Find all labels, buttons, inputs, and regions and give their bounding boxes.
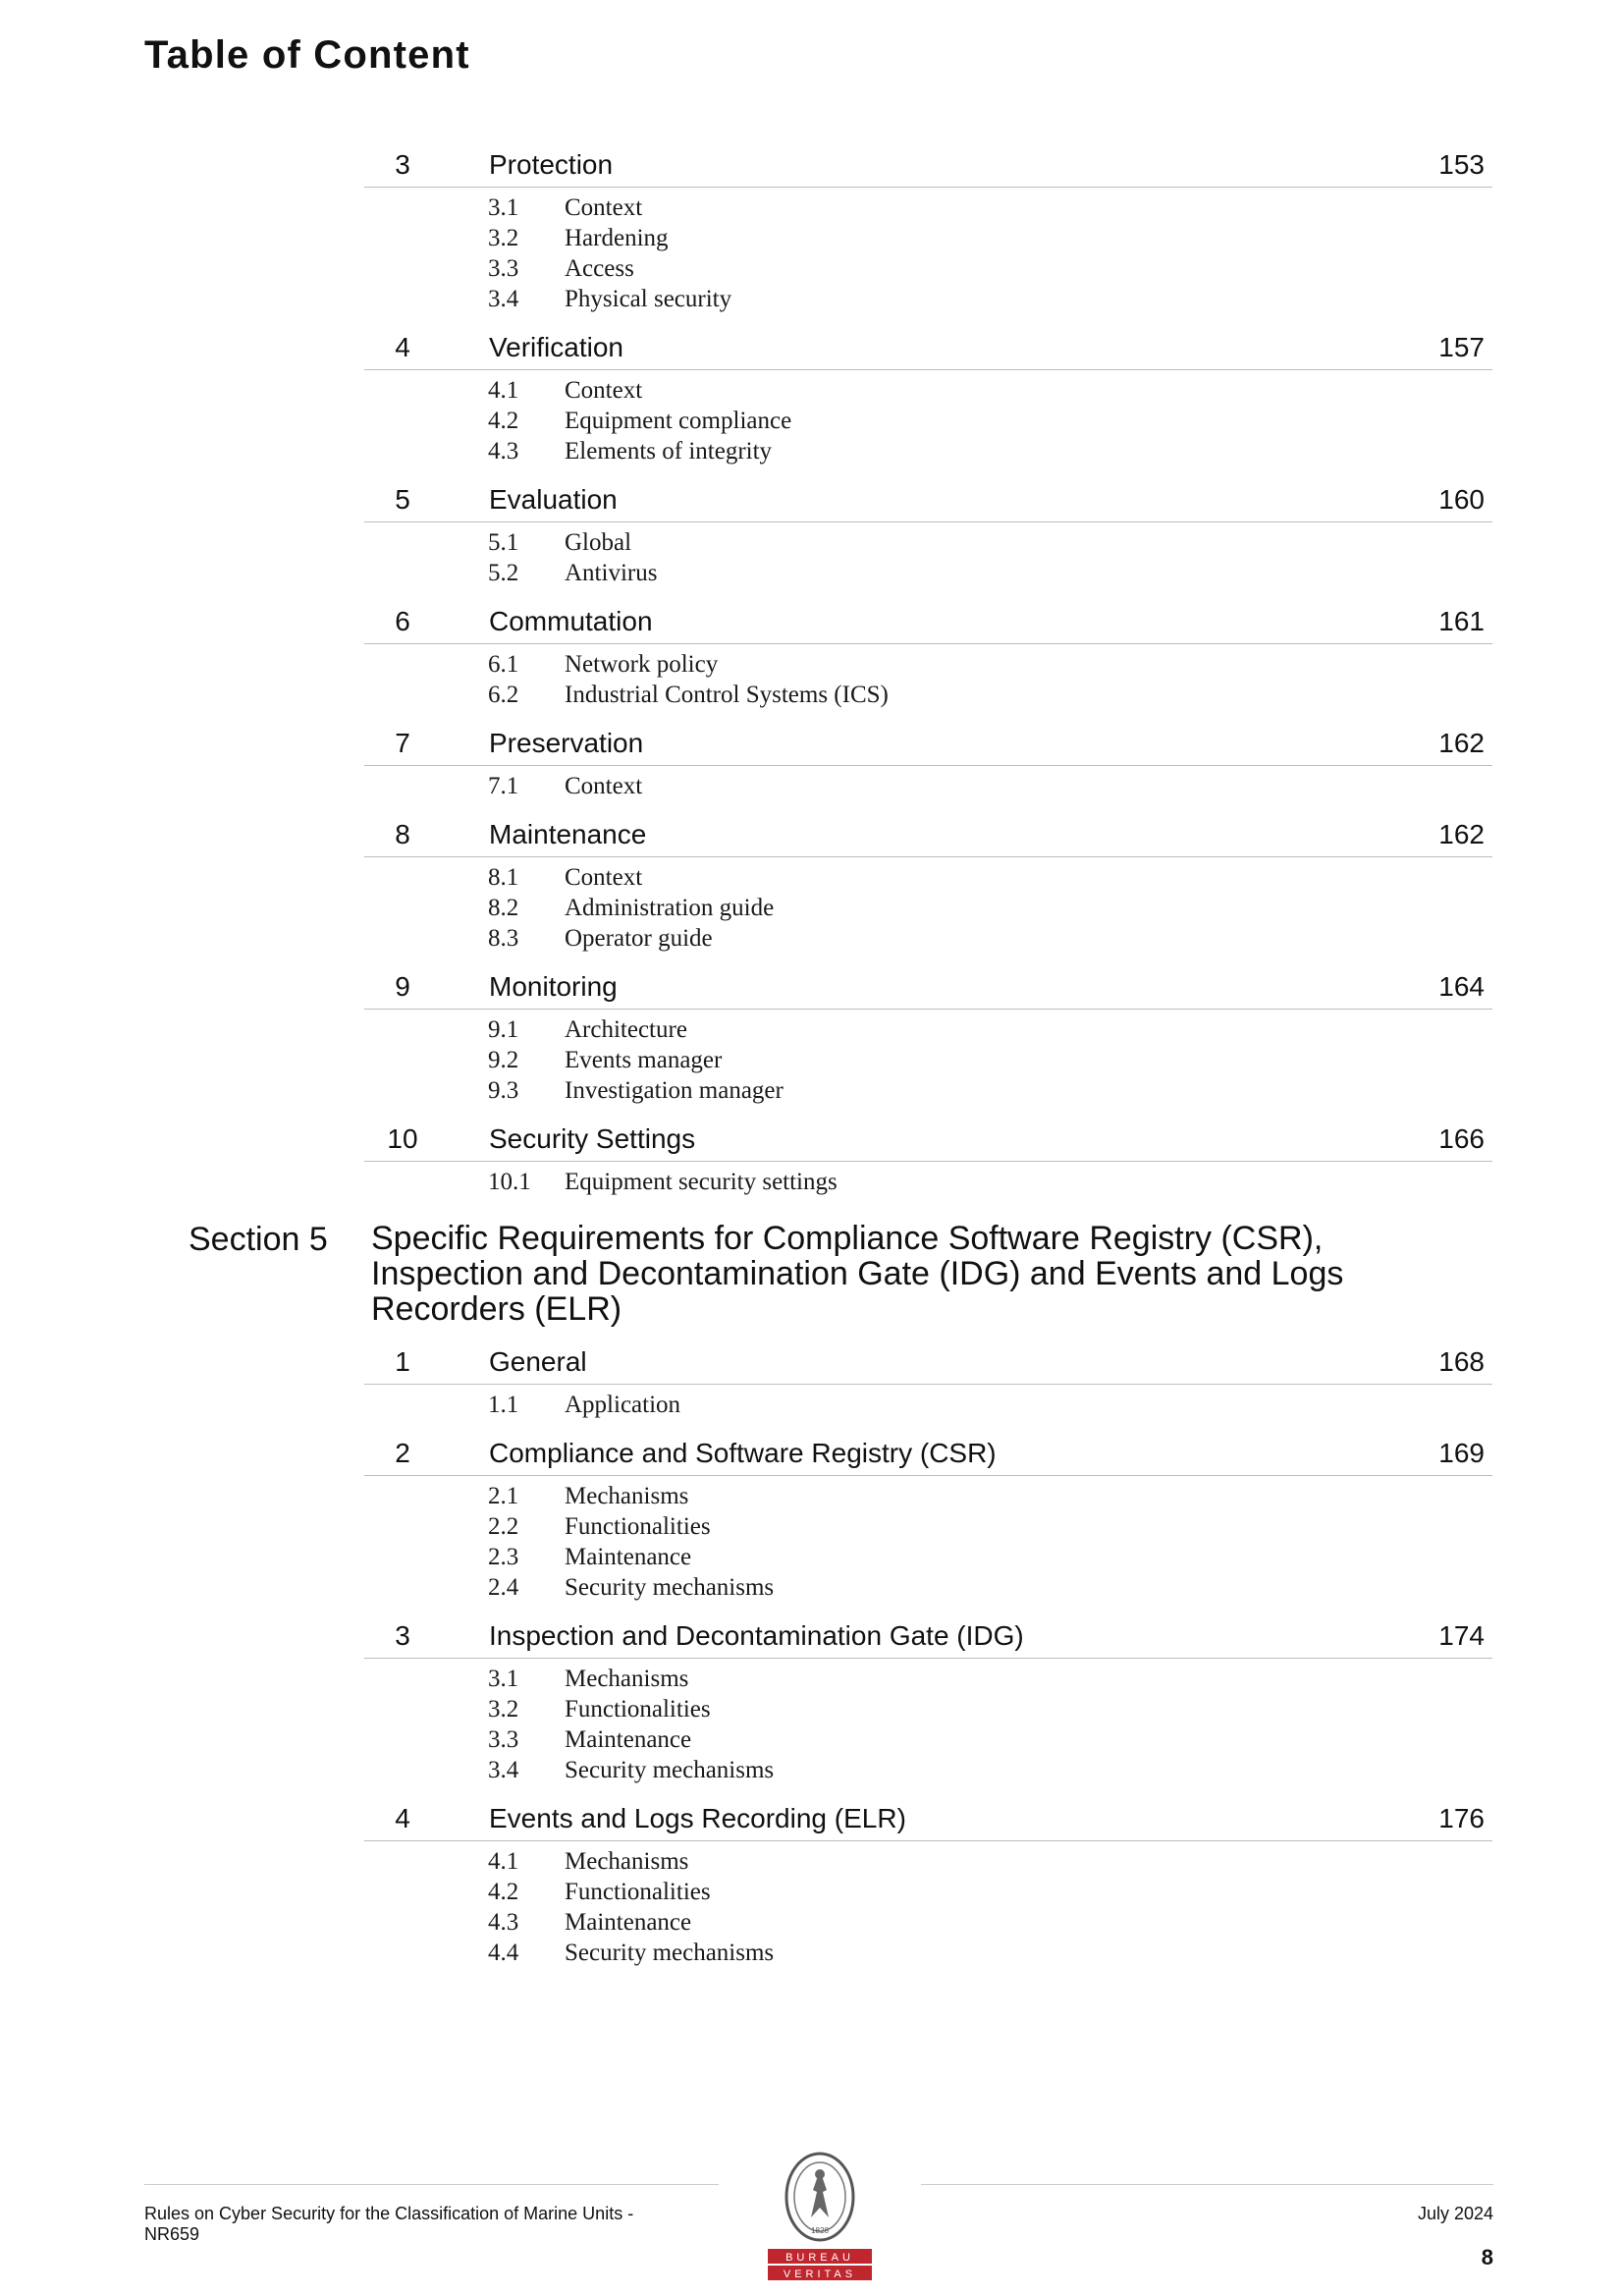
toc-subsection-title: Global: [565, 529, 632, 556]
toc-article-title: Compliance and Software Registry (CSR): [489, 1438, 997, 1468]
toc-article-number: 1: [395, 1346, 410, 1377]
toc-article-page: 174: [1438, 1620, 1485, 1651]
toc-subsection-number: 5.1: [488, 529, 519, 556]
toc-article-page: 162: [1438, 728, 1485, 758]
toc-subsection-number: 4.2: [488, 408, 519, 434]
toc-section-title: [371, 1221, 1451, 1327]
toc-article-page: 161: [1438, 606, 1485, 636]
toc-subsection-number: 5.2: [488, 560, 519, 586]
toc-subsection-number: 2.2: [488, 1513, 519, 1540]
page-title: Table of Content: [144, 33, 470, 77]
toc-article-number: 9: [395, 971, 410, 1002]
toc-subsection-title: Antivirus: [565, 560, 658, 586]
toc-subsection-number: 3.1: [488, 1666, 519, 1692]
toc-subsection-number: 4.2: [488, 1879, 519, 1905]
toc-subsection-title: Maintenance: [565, 1726, 692, 1753]
toc-article-row: [364, 722, 1492, 766]
toc-subsection-number: 1.1: [488, 1392, 519, 1418]
toc-subsection-number: 9.1: [488, 1016, 519, 1043]
toc-article-page: 160: [1438, 484, 1485, 515]
toc-article-title: Preservation: [489, 728, 644, 758]
toc-subsection-title: Investigation manager: [565, 1077, 784, 1104]
toc-subsection-title: Network policy: [565, 651, 719, 678]
toc-subsection-number: 3.3: [488, 255, 519, 282]
bureau-veritas-logo: [768, 2151, 872, 2283]
svg-text:1828: 1828: [811, 2226, 829, 2235]
toc-subsection-number: 9.3: [488, 1077, 519, 1104]
toc-article-number: 3: [395, 1620, 410, 1651]
toc-article-title: Evaluation: [489, 484, 618, 515]
toc-subsection-number: 4.3: [488, 1909, 519, 1936]
toc-article-title: Commutation: [489, 606, 653, 636]
toc-subsection-title: Industrial Control Systems (ICS): [565, 682, 889, 708]
toc-subsection-number: 3.2: [488, 225, 519, 251]
footer-document-title-line1: Rules on Cyber Security for the Classification of Marine Units -: [144, 2204, 634, 2223]
toc-subsection-title: Functionalities: [565, 1513, 711, 1540]
toc-article-page: 164: [1438, 971, 1485, 1002]
toc-article-page: 168: [1438, 1346, 1485, 1377]
toc-subsection-number: 8.3: [488, 925, 519, 952]
toc-subsection-number: 8.1: [488, 864, 519, 891]
toc-section-label: Section 5: [189, 1221, 328, 1258]
toc-article-page: 169: [1438, 1438, 1485, 1468]
toc-article-number: 3: [395, 149, 410, 180]
toc-subsection-title: Mechanisms: [565, 1666, 689, 1692]
toc-article-page: 157: [1438, 332, 1485, 362]
toc-subsection-number: 6.1: [488, 651, 519, 678]
toc-article-title: Security Settings: [489, 1123, 696, 1154]
toc-article-number: 4: [395, 1803, 410, 1833]
toc-article-row: [364, 965, 1492, 1010]
toc-article-row: [364, 600, 1492, 644]
toc-article-title: Maintenance: [489, 819, 647, 849]
toc-article-number: 7: [395, 728, 410, 758]
toc-subsection-title: Security mechanisms: [565, 1574, 775, 1601]
toc-article-number: 8: [395, 819, 410, 849]
toc-article-title: Protection: [489, 149, 614, 180]
footer-divider-left: [144, 2184, 719, 2185]
toc-article-number: 4: [395, 332, 410, 362]
toc-subsection-title: Functionalities: [565, 1879, 711, 1905]
toc-article-row: [364, 326, 1492, 370]
toc-subsection-title: Physical security: [565, 286, 732, 312]
toc-subsection-title: Security mechanisms: [565, 1940, 775, 1966]
footer-document-title: [144, 2204, 633, 2245]
toc-article-number: 10: [387, 1123, 418, 1154]
toc-subsection-number: 3.1: [488, 194, 519, 221]
toc-subsection-number: 4.3: [488, 438, 519, 465]
toc-section-title-line: Recorders (ELR): [371, 1290, 622, 1328]
toc-subsection-number: 8.2: [488, 895, 519, 921]
toc-article-page: 166: [1438, 1123, 1485, 1154]
toc-article-row: [364, 1614, 1492, 1659]
footer-divider-right: [921, 2184, 1493, 2185]
toc-subsection-title: Events manager: [565, 1047, 723, 1073]
toc-subsection-title: Security mechanisms: [565, 1757, 775, 1783]
footer-date: July 2024: [1417, 2204, 1493, 2223]
toc-subsection-title: Elements of integrity: [565, 438, 773, 465]
toc-subsection-number: 2.4: [488, 1574, 519, 1601]
toc-subsection-title: Maintenance: [565, 1544, 692, 1570]
toc-article-row: [364, 1340, 1492, 1385]
toc-subsection-number: 4.4: [488, 1940, 519, 1966]
toc-article-page: 162: [1438, 819, 1485, 849]
toc-article-page: 176: [1438, 1803, 1485, 1833]
toc-article-title: General: [489, 1346, 587, 1377]
toc-subsection-title: Equipment security settings: [565, 1169, 838, 1195]
toc-article-row: [364, 478, 1492, 522]
toc-article-number: 6: [395, 606, 410, 636]
toc-section-title-line: Specific Requirements for Compliance Software Registry (CSR),: [371, 1220, 1324, 1257]
toc-subsection-title: Maintenance: [565, 1909, 692, 1936]
toc-subsection-title: Context: [565, 864, 643, 891]
toc-subsection-number: 3.3: [488, 1726, 519, 1753]
toc-subsection-title: Application: [565, 1392, 681, 1418]
svg-text:BUREAU: BUREAU: [785, 2252, 854, 2264]
toc-subsection-title: Access: [565, 255, 634, 282]
toc-article-number: 2: [395, 1438, 410, 1468]
toc-subsection-number: 2.3: [488, 1544, 519, 1570]
toc-subsection-title: Mechanisms: [565, 1483, 689, 1509]
toc-subsection-title: Administration guide: [565, 895, 775, 921]
toc-article-title: Monitoring: [489, 971, 618, 1002]
toc-subsection-number: 2.1: [488, 1483, 519, 1509]
toc-article-row: [364, 1118, 1492, 1162]
toc-subsection-number: 10.1: [488, 1169, 531, 1195]
toc-article-title: Inspection and Decontamination Gate (IDG): [489, 1620, 1024, 1651]
toc-subsection-number: 3.4: [488, 1757, 519, 1783]
toc-subsection-title: Operator guide: [565, 925, 713, 952]
footer-document-title-line2: NR659: [144, 2224, 200, 2244]
toc-article-row: [364, 813, 1492, 857]
toc-subsection-number: 3.2: [488, 1696, 519, 1722]
toc-article-row: [364, 1797, 1492, 1841]
toc-article-number: 5: [395, 484, 410, 515]
toc-subsection-title: Hardening: [565, 225, 669, 251]
toc-subsection-number: 6.2: [488, 682, 519, 708]
toc-article-page: 153: [1438, 149, 1485, 180]
toc-subsection-number: 4.1: [488, 377, 519, 404]
toc-subsection-title: Context: [565, 194, 643, 221]
toc-subsection-number: 9.2: [488, 1047, 519, 1073]
toc-article-title: Verification: [489, 332, 623, 362]
toc-article-title: Events and Logs Recording (ELR): [489, 1803, 906, 1833]
toc-subsection-number: 4.1: [488, 1848, 519, 1875]
toc-section-title-line: Inspection and Decontamination Gate (IDG) and Events and Logs: [371, 1255, 1344, 1292]
toc-subsection-title: Context: [565, 377, 643, 404]
svg-text:VERITAS: VERITAS: [783, 2269, 857, 2280]
toc-subsection-title: Equipment compliance: [565, 408, 792, 434]
toc-article-row: [364, 1432, 1492, 1476]
toc-subsection-number: 7.1: [488, 773, 519, 799]
toc-subsection-title: Context: [565, 773, 643, 799]
page-number: 8: [1481, 2245, 1493, 2269]
toc-subsection-title: Functionalities: [565, 1696, 711, 1722]
toc-subsection-number: 3.4: [488, 286, 519, 312]
toc-subsection-title: Architecture: [565, 1016, 687, 1043]
toc-subsection-title: Mechanisms: [565, 1848, 689, 1875]
toc-article-row: [364, 143, 1492, 188]
